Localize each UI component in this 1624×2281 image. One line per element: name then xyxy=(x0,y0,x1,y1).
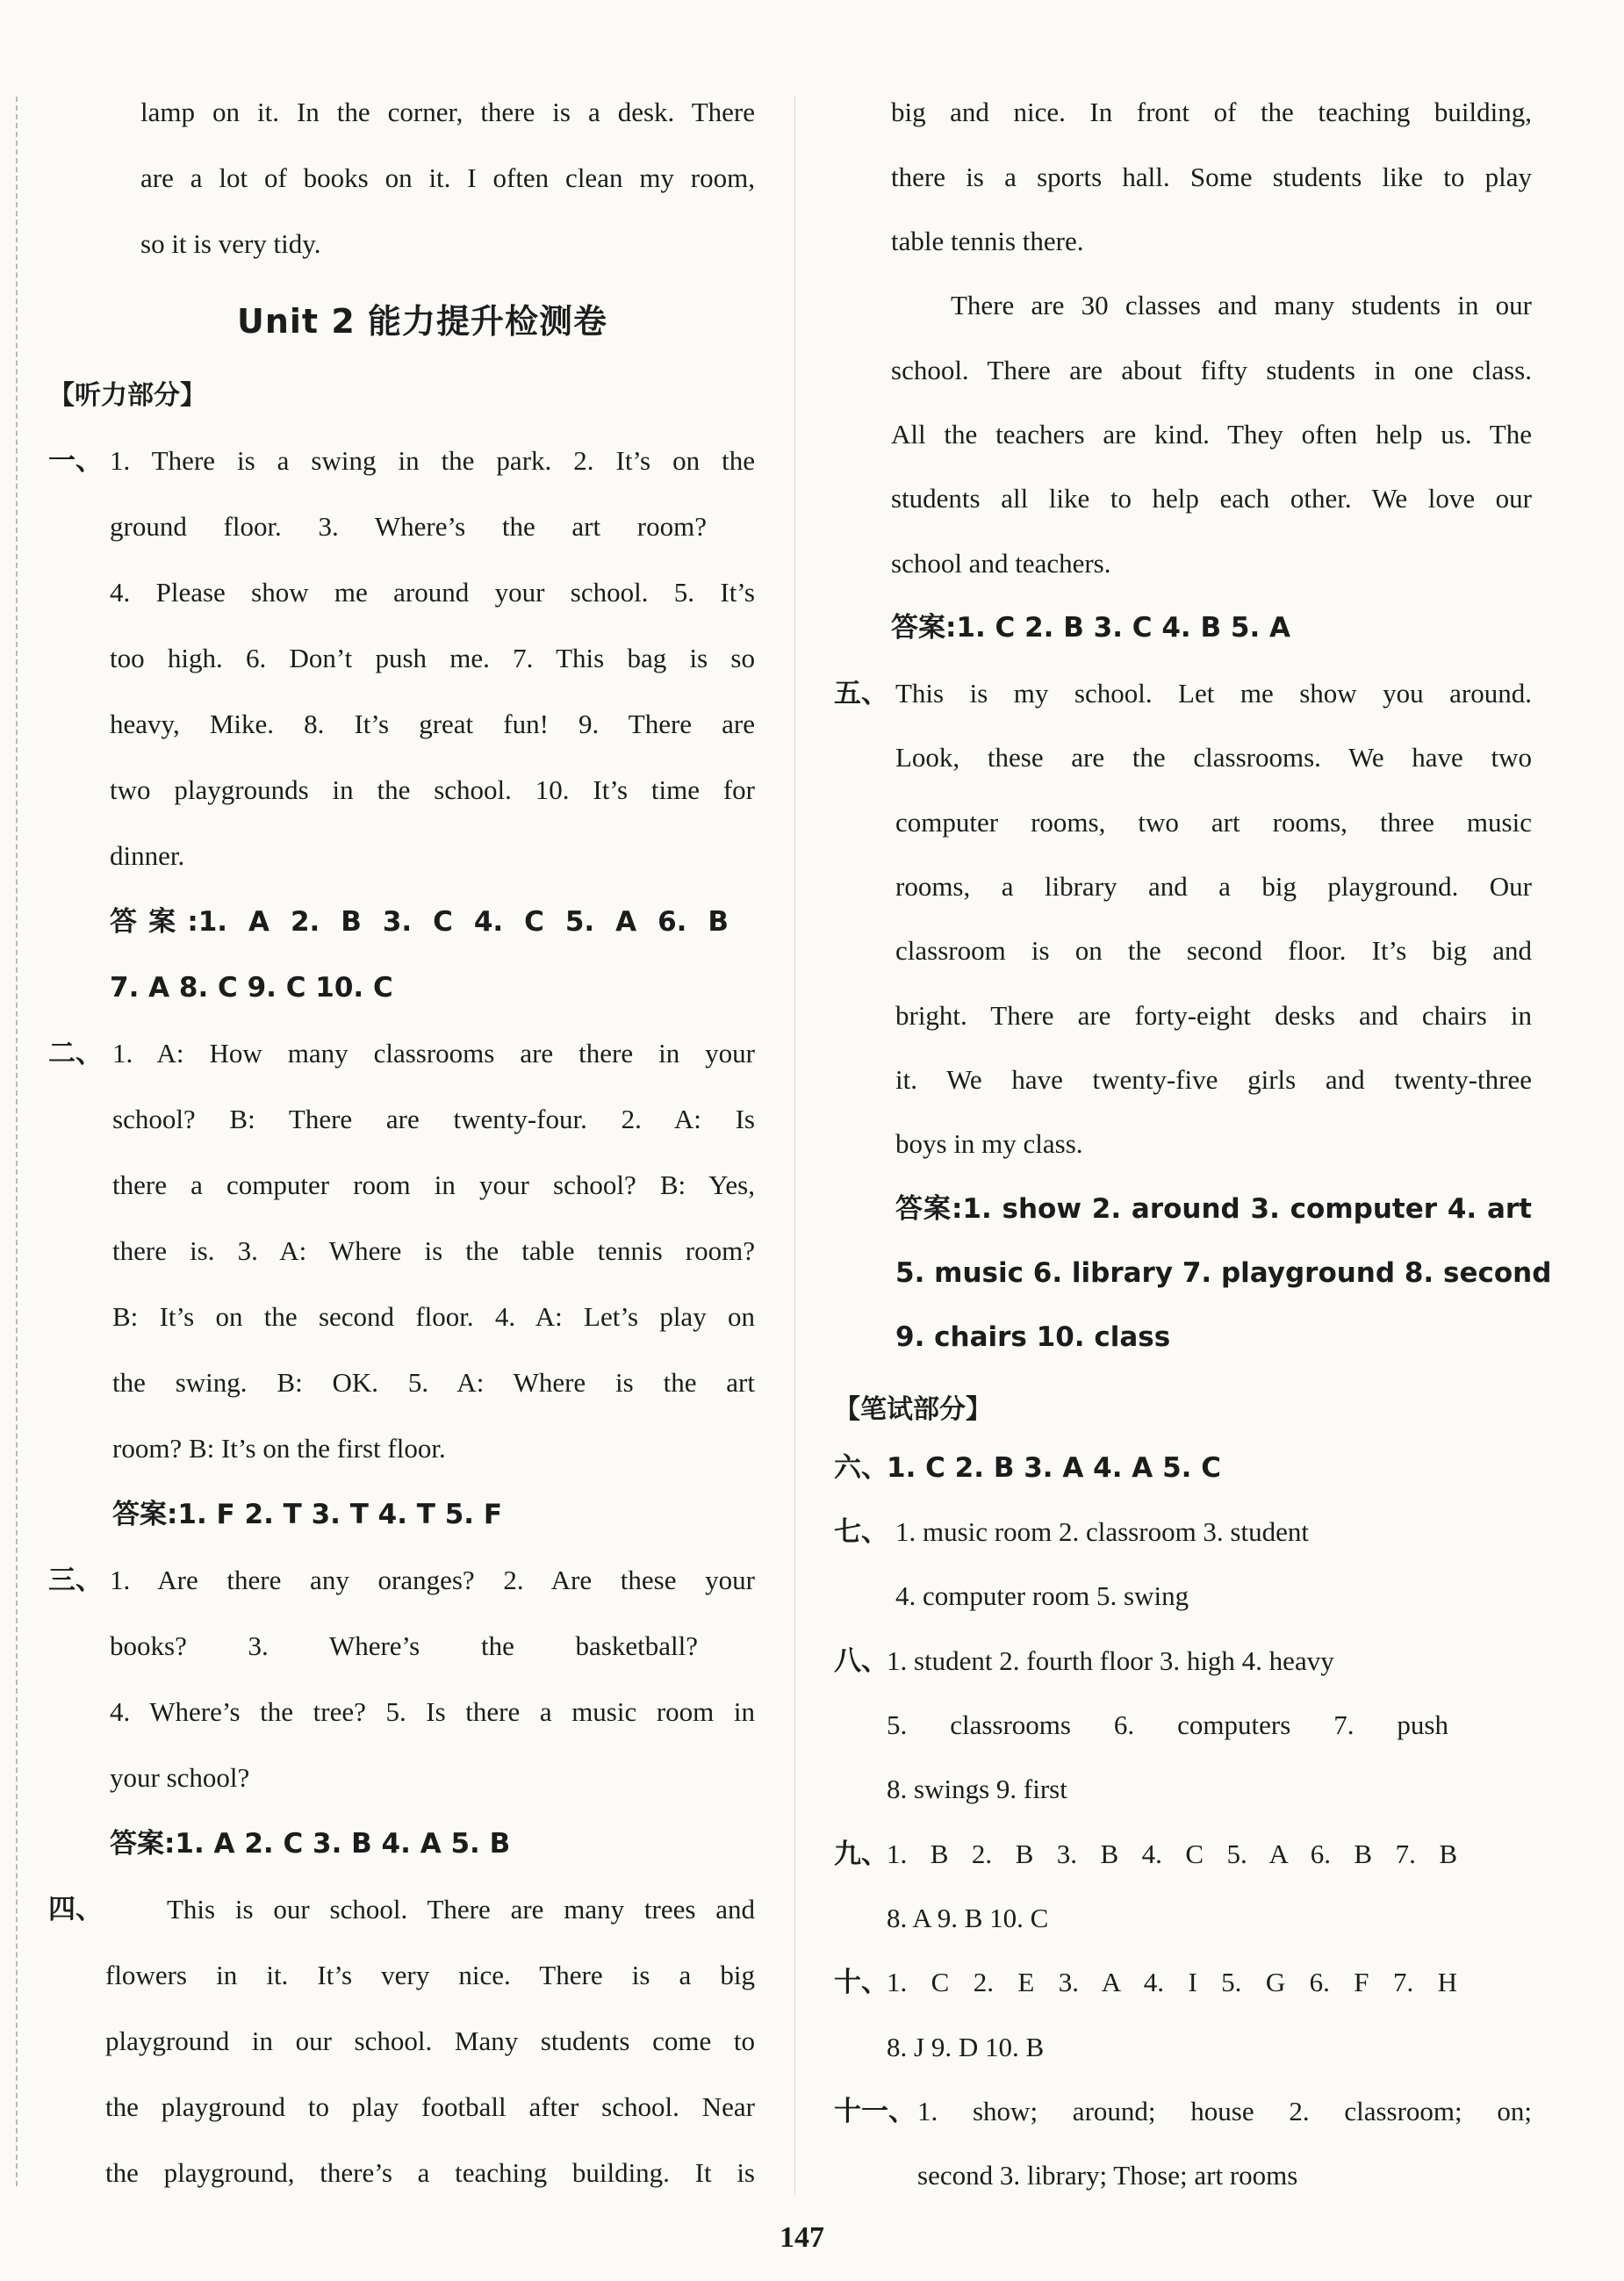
intro-line: lamp on it. In the corner, there is a desk. There xyxy=(140,97,755,127)
answer-line: 1. show; around; house 2. classroom; on; xyxy=(917,2096,1532,2126)
question-line: the swing. B: OK. 5. A: Where is the art xyxy=(112,1367,755,1398)
answer-line: 9. chairs 10. class xyxy=(895,1321,1171,1353)
question-line: too high. 6. Don’t push me. 7. This bag is so xyxy=(110,643,755,673)
question-line: 1. A: How many classrooms are there in your xyxy=(112,1038,755,1069)
question-line: dinner. xyxy=(110,840,185,871)
answer-line: 4. computer room 5. swing xyxy=(895,1580,1189,1611)
answer-line: second 3. library; Those; art rooms xyxy=(917,2160,1298,2191)
answer-line: 答案:1. A 2. C 3. B 4. A 5. B xyxy=(110,1828,511,1860)
question-line: heavy, Mike. 8. It’s great fun! 9. There are xyxy=(110,709,755,739)
question-label: 一、 xyxy=(48,445,103,477)
passage-line: This is our school. There are many trees and xyxy=(167,1894,755,1925)
answer-line: 5. classrooms 6. computers 7. push xyxy=(887,1709,1448,1740)
passage-line: All the teachers are kind. They often help us. The xyxy=(891,419,1532,450)
question-line: B: It’s on the second floor. 4. A: Let’s play on xyxy=(112,1301,755,1332)
passage-line: bright. There are forty-eight desks and chairs in xyxy=(895,1000,1532,1031)
answer-line: 答案:1. F 2. T 3. T 4. T 5. F xyxy=(112,1499,503,1530)
question-label: 九、 xyxy=(834,1838,888,1870)
intro-line: so it is very tidy. xyxy=(140,228,321,259)
passage-line: the playground to play football after school. Near xyxy=(105,2091,755,2122)
passage-line: Look, these are the classrooms. We have two xyxy=(895,742,1532,773)
question-line: 4. Please show me around your school. 5. It’s xyxy=(110,577,755,608)
answer-line: 8. swings 9. first xyxy=(887,1774,1067,1804)
answer-line: 答案:1. show 2. around 3. computer 4. art xyxy=(895,1193,1532,1225)
answer-line: 8. A 9. B 10. C xyxy=(887,1903,1049,1933)
question-line: there a computer room in your school? B: Yes, xyxy=(112,1169,755,1200)
question-line: your school? xyxy=(110,1762,250,1793)
binding-margin-line xyxy=(16,97,18,2186)
answer-line: 1. music room 2. classroom 3. student xyxy=(895,1516,1309,1547)
passage-line: table tennis there. xyxy=(891,226,1084,256)
answer-line: 7. A 8. C 9. C 10. C xyxy=(110,972,393,1004)
passage-line: school. There are about fifty students in one class. xyxy=(891,355,1532,385)
question-label: 七、 xyxy=(834,1516,888,1548)
question-label: 二、 xyxy=(48,1038,103,1069)
passage-line: big and nice. In front of the teaching building, xyxy=(891,97,1532,127)
question-line: books? 3. Where’s the basketball? xyxy=(110,1630,698,1661)
intro-line: are a lot of books on it. I often clean my room, xyxy=(140,162,755,193)
passage-line: it. We have twenty-five girls and twenty-three xyxy=(895,1064,1532,1095)
passage-line: there is a sports hall. Some students like to play xyxy=(891,162,1532,192)
question-label: 六、 xyxy=(834,1452,888,1484)
passage-line: rooms, a library and a big playground. Our xyxy=(895,871,1532,902)
passage-line: playground in our school. Many students come to xyxy=(105,2026,755,2056)
question-label: 十、 xyxy=(834,1967,888,1998)
question-line: school? B: There are twenty-four. 2. A: Is xyxy=(112,1104,755,1134)
passage-line: boys in my class. xyxy=(895,1128,1083,1159)
passage-line: computer rooms, two art rooms, three music xyxy=(895,807,1532,838)
passage-line: the playground, there’s a teaching building. It is xyxy=(105,2157,755,2188)
question-line: ground floor. 3. Where’s the art room? xyxy=(110,511,707,542)
answer-line: 8. J 9. D 10. B xyxy=(887,2032,1045,2062)
question-label: 五、 xyxy=(834,678,888,709)
passage-line: There are 30 classes and many students in our xyxy=(951,290,1532,320)
section-heading-writing: 【笔试部分】 xyxy=(834,1394,992,1425)
section-heading-listening: 【听力部分】 xyxy=(48,380,206,411)
passage-line: classroom is on the second floor. It’s big and xyxy=(895,935,1532,966)
passage-line: school and teachers. xyxy=(891,548,1111,579)
question-label: 三、 xyxy=(48,1565,103,1596)
page-title: Unit 2 能力提升检测卷 xyxy=(237,302,607,341)
passage-line: flowers in it. It’s very nice. There is a big xyxy=(105,1960,755,1990)
question-line: there is. 3. A: Where is the table tennis room? xyxy=(112,1235,755,1266)
question-line: room? B: It’s on the first floor. xyxy=(112,1433,446,1464)
answer-line: 1. student 2. fourth floor 3. high 4. heavy xyxy=(887,1645,1334,1676)
column-divider xyxy=(794,97,795,2195)
question-line: 4. Where’s the tree? 5. Is there a music room in xyxy=(110,1696,755,1727)
answer-line: 1. C 2. E 3. A 4. I 5. G 6. F 7. H xyxy=(887,1967,1457,1997)
answer-line: 5. music 6. library 7. playground 8. second xyxy=(895,1257,1552,1289)
answer-line: 1. C 2. B 3. A 4. A 5. C xyxy=(887,1452,1221,1484)
passage-line: students all like to help each other. We love our xyxy=(891,483,1532,514)
passage-line: This is my school. Let me show you around. xyxy=(895,678,1532,709)
page-number: 147 xyxy=(780,2221,824,2254)
question-line: 1. Are there any oranges? 2. Are these your xyxy=(110,1565,755,1595)
question-line: two playgrounds in the school. 10. It’s time for xyxy=(110,774,755,805)
answer-line: 答案:1. C 2. B 3. C 4. B 5. A xyxy=(891,612,1291,644)
question-line: 1. There is a swing in the park. 2. It’s on the xyxy=(110,445,755,476)
answer-line: 1. B 2. B 3. B 4. C 5. A 6. B 7. B xyxy=(887,1838,1457,1869)
question-label: 十一、 xyxy=(834,2096,916,2127)
answer-line: 答案:1. A 2. B 3. C 4. C 5. A 6. B xyxy=(110,906,729,938)
question-label: 八、 xyxy=(834,1645,888,1677)
question-label: 四、 xyxy=(48,1894,103,1925)
